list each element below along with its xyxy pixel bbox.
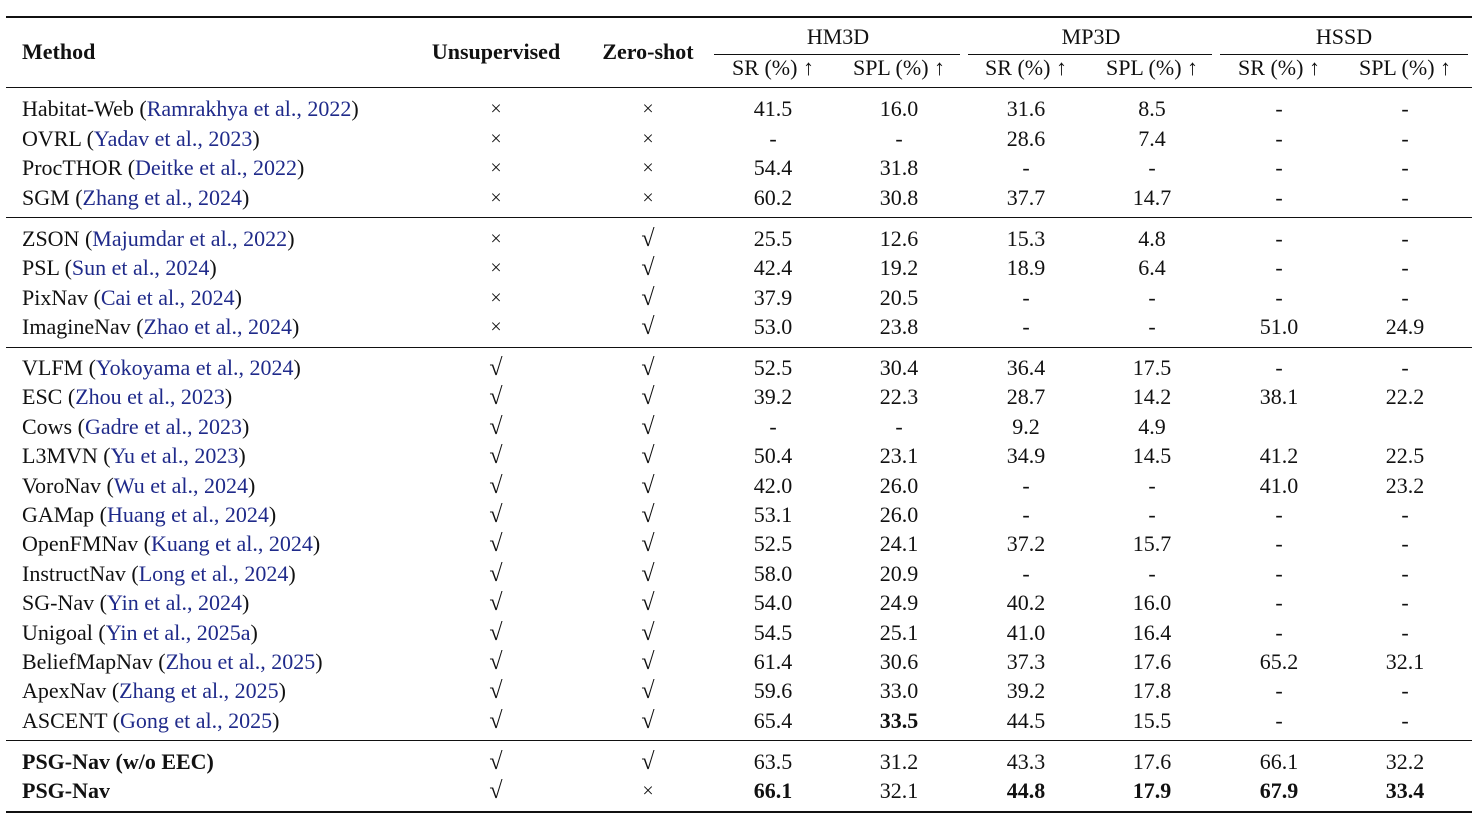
metric-cell: - (1148, 472, 1156, 498)
metric-cell: - (1401, 255, 1409, 281)
table-row-method: VoroNav (Wu et al., 2024) (22, 472, 256, 498)
metric-cell: 30.8 (879, 184, 919, 210)
metric-cell: 54.5 (753, 619, 793, 645)
unsupervised-mark-check-icon: √ (489, 778, 503, 805)
citation-link[interactable]: Cai et al., 2024 (100, 284, 235, 310)
metric-cell: - (1401, 184, 1409, 210)
method-name: ApexNav (22, 678, 107, 704)
zero-shot-mark-check-icon: √ (641, 472, 655, 499)
zero-shot-mark-cross-icon: × (642, 780, 654, 803)
zero-shot-mark-cross-icon: × (642, 186, 654, 209)
metric-cell: - (1401, 226, 1409, 251)
metric-cell: - (1401, 590, 1409, 616)
citation-link[interactable]: Yin et al., 2025a (105, 619, 251, 645)
metric-cell: 20.5 (879, 284, 919, 310)
metric-cell: - (1275, 284, 1283, 310)
metric-cell: - (1275, 590, 1283, 616)
metric-cell: - (1275, 255, 1283, 281)
table-row-method: GAMap (Huang et al., 2024) (22, 502, 277, 527)
method-name: VoroNav (22, 472, 102, 498)
metric-cell: 39.2 (1006, 678, 1046, 704)
unsupervised-mark-cross-icon: × (490, 286, 502, 309)
metric-cell: 66.1 (753, 778, 793, 804)
metric-cell: 30.4 (879, 355, 919, 380)
metric-cell: - (1022, 313, 1030, 339)
metric-cell: 51.0 (1259, 313, 1299, 339)
citation-link[interactable]: Huang et al., 2024 (106, 502, 269, 527)
header-metric: SPL (%) ↑ (852, 55, 946, 80)
top-rule (6, 16, 1472, 18)
metric-cell: 26.0 (879, 472, 919, 498)
metric-cell: - (1275, 155, 1283, 181)
metric-cell: - (1275, 226, 1283, 251)
metric-cell: 37.2 (1006, 531, 1046, 557)
method-name: Unigoal (22, 619, 93, 645)
metric-cell: 7.4 (1138, 125, 1166, 151)
method-name: Cows (22, 413, 73, 439)
zero-shot-mark-check-icon: √ (641, 284, 655, 311)
zero-shot-mark-check-icon: √ (641, 619, 655, 646)
metric-cell: 65.2 (1259, 649, 1299, 674)
metric-cell: - (1148, 313, 1156, 339)
metric-cell: 28.6 (1006, 125, 1046, 151)
metric-cell: 25.1 (879, 619, 919, 645)
metric-cell: - (1275, 531, 1283, 557)
metric-cell: - (1401, 531, 1409, 557)
metric-cell: - (1275, 125, 1283, 151)
citation-link[interactable]: Zhang et al., 2024 (82, 184, 242, 210)
table-row-method: ASCENT (Gong et al., 2025) (22, 707, 280, 733)
metric-cell: - (1148, 502, 1156, 527)
header-metric: SR (%) ↑ (1238, 55, 1320, 80)
metric-cell: - (769, 413, 777, 439)
metric-cell: - (1275, 184, 1283, 210)
table-row-method: Unigoal (Yin et al., 2025a) (22, 619, 258, 645)
method-name: BeliefMapNav (22, 649, 153, 674)
metric-cell: 4.9 (1138, 413, 1166, 439)
metric-cell: - (1275, 96, 1283, 121)
table-row-method: PSL (Sun et al., 2024) (22, 255, 217, 281)
citation-link[interactable]: Ramrakhya et al., 2022 (146, 96, 352, 121)
metric-cell: - (1275, 707, 1283, 733)
method-name: ASCENT (22, 707, 108, 733)
table-row-method: InstructNav (Long et al., 2024) (22, 560, 296, 586)
metric-cell: 43.3 (1006, 749, 1046, 774)
metric-cell: 41.5 (753, 96, 793, 121)
zero-shot-mark-check-icon: √ (641, 707, 655, 734)
metric-cell: 63.5 (753, 749, 793, 774)
metric-cell: - (1275, 502, 1283, 527)
metric-cell: 16.4 (1132, 619, 1172, 645)
method-name: VLFM (22, 355, 84, 380)
metric-cell: 50.4 (753, 443, 793, 469)
metric-cell: 25.5 (753, 226, 793, 251)
metric-cell: 37.9 (753, 284, 793, 310)
metric-cell: 53.1 (753, 502, 793, 527)
metric-cell: 32.1 (1385, 649, 1425, 674)
metric-cell: 58.0 (753, 560, 793, 586)
table-row-method: PixNav (Cai et al., 2024) (22, 284, 242, 310)
citation-link[interactable]: Yu et al., 2023 (110, 443, 239, 469)
method-name: PSG-Nav (22, 778, 110, 804)
unsupervised-mark-cross-icon: × (490, 228, 502, 250)
metric-cell: - (1401, 284, 1409, 310)
metric-cell: 23.8 (879, 313, 919, 339)
zero-shot-mark-cross-icon: × (642, 157, 654, 180)
zero-shot-mark-check-icon: √ (641, 313, 655, 340)
metric-cell: 19.2 (879, 255, 919, 281)
table-row-method (22, 749, 214, 775)
method-name: ESC (22, 384, 63, 410)
unsupervised-mark-cross-icon: × (490, 98, 502, 120)
metric-cell: 31.2 (879, 749, 919, 774)
metric-cell: 34.9 (1006, 443, 1046, 469)
unsupervised-mark-check-icon: √ (489, 355, 503, 381)
table-row-method: ApexNav (Zhang et al., 2025) (22, 678, 286, 704)
method-name: InstructNav (22, 560, 126, 586)
method-name: GAMap (22, 502, 95, 527)
metric-cell: 30.6 (879, 649, 919, 674)
metric-cell: 60.2 (753, 184, 793, 210)
metric-cell: - (895, 125, 903, 151)
unsupervised-mark-check-icon: √ (489, 560, 503, 587)
metric-cell: 54.0 (753, 590, 793, 616)
method-name: Habitat-Web (22, 96, 134, 121)
unsupervised-mark-check-icon: √ (489, 531, 503, 558)
unsupervised-mark-cross-icon: × (490, 127, 502, 150)
citation-link[interactable]: Zhang et al., 2025 (119, 678, 279, 704)
metric-cell: 42.4 (753, 255, 793, 281)
header-unsupervised: Unsupervised (431, 39, 561, 64)
unsupervised-mark-check-icon: √ (489, 707, 503, 734)
metric-cell: 33.4 (1385, 778, 1425, 804)
zero-shot-mark-cross-icon: × (642, 98, 654, 120)
metric-cell: - (895, 413, 903, 439)
metric-cell: 16.0 (879, 96, 919, 121)
metric-cell: 41.2 (1259, 443, 1299, 469)
header-method: Method (22, 39, 96, 64)
metric-cell: 67.9 (1259, 778, 1299, 804)
table-row-method: ZSON (Majumdar et al., 2022) (22, 226, 295, 251)
metric-cell: 18.9 (1006, 255, 1046, 281)
metric-cell: - (1022, 502, 1030, 527)
metric-cell: 53.0 (753, 313, 793, 339)
metric-cell: 12.6 (879, 226, 919, 251)
metric-cell: - (1148, 155, 1156, 181)
citation-link[interactable]: Kuang et al., 2024 (150, 531, 313, 557)
unsupervised-mark-cross-icon: × (490, 157, 502, 180)
metric-cell: 61.4 (753, 649, 793, 674)
group-rule (6, 740, 1472, 741)
metric-cell: - (1275, 560, 1283, 586)
metric-cell: - (1022, 472, 1030, 498)
citation-link[interactable]: Yadav et al., 2023 (93, 125, 253, 151)
unsupervised-mark-cross-icon: × (490, 315, 502, 338)
unsupervised-mark-check-icon: √ (489, 443, 503, 470)
header-dataset-hm3d: HM3D (806, 24, 870, 49)
metric-cell: 37.3 (1006, 649, 1046, 674)
zero-shot-mark-check-icon: √ (641, 678, 655, 705)
method-name: PSL (22, 255, 60, 281)
metric-cell: 14.5 (1132, 443, 1172, 469)
zero-shot-mark-cross-icon: × (642, 127, 654, 150)
metric-cell: - (1275, 678, 1283, 704)
metric-cell: 24.9 (879, 590, 919, 616)
metric-cell: 17.6 (1132, 749, 1172, 774)
header-metric: SR (%) ↑ (732, 55, 814, 80)
metric-cell: 15.5 (1132, 707, 1172, 733)
metric-cell: 22.3 (879, 384, 919, 410)
unsupervised-mark-check-icon: √ (489, 472, 503, 499)
metric-cell: 44.8 (1006, 778, 1046, 804)
metric-cell: - (1401, 155, 1409, 181)
metric-cell: 14.7 (1132, 184, 1172, 210)
unsupervised-mark-check-icon: √ (489, 619, 503, 646)
metric-cell: 31.6 (1006, 96, 1046, 121)
citation-link[interactable]: Wu et al., 2024 (113, 472, 248, 498)
metric-cell: 17.6 (1132, 649, 1172, 674)
metric-cell: 16.0 (1132, 590, 1172, 616)
zero-shot-mark-check-icon: √ (641, 413, 655, 440)
unsupervised-mark-check-icon: √ (489, 502, 503, 528)
metric-cell: 44.5 (1006, 707, 1046, 733)
zero-shot-mark-check-icon: √ (641, 649, 655, 675)
metric-cell: 26.0 (879, 502, 919, 527)
metric-cell: 41.0 (1006, 619, 1046, 645)
metric-cell: - (1148, 560, 1156, 586)
metric-cell: 4.8 (1138, 226, 1166, 251)
table-row-method: ProcTHOR (Deitke et al., 2022) (22, 155, 305, 181)
method-name: OpenFMNav (22, 531, 139, 557)
method-name: ZSON (22, 226, 80, 251)
metric-cell: 20.9 (879, 560, 919, 586)
metric-cell: 28.7 (1006, 384, 1046, 410)
metric-cell: 37.7 (1006, 184, 1046, 210)
group-rule (6, 347, 1472, 348)
citation-link[interactable]: Zhou et al., 2025 (165, 649, 316, 674)
header-rule (6, 87, 1472, 88)
citation-link[interactable]: Yin et al., 2024 (106, 590, 242, 616)
metric-cell: - (769, 125, 777, 151)
table-row-method (22, 778, 110, 804)
metric-cell: 33.5 (879, 707, 919, 733)
metric-cell: 17.9 (1132, 778, 1172, 804)
metric-cell: - (1022, 560, 1030, 586)
zero-shot-mark-check-icon: √ (641, 590, 655, 617)
citation-link[interactable]: Gadre et al., 2023 (84, 413, 242, 439)
unsupervised-mark-check-icon: √ (489, 384, 503, 411)
header-metric: SPL (%) ↑ (1105, 55, 1199, 80)
table-row-method: ImagineNav (Zhao et al., 2024) (22, 313, 300, 339)
metric-cell: 14.2 (1132, 384, 1172, 410)
table-row-method: Cows (Gadre et al., 2023) (22, 413, 250, 439)
citation-link[interactable]: Deitke et al., 2022 (135, 155, 297, 181)
metric-cell: 17.8 (1132, 678, 1172, 704)
zero-shot-mark-check-icon: √ (641, 443, 655, 470)
metric-cell: - (1401, 125, 1409, 151)
metric-cell: 6.4 (1138, 255, 1166, 281)
metric-cell: 59.6 (753, 678, 793, 704)
method-name: ProcTHOR (22, 155, 123, 181)
metric-cell: - (1401, 707, 1409, 733)
metric-cell: 31.8 (879, 155, 919, 181)
metric-cell: - (1401, 560, 1409, 586)
metric-cell: 38.1 (1259, 384, 1299, 410)
zero-shot-mark-check-icon: √ (641, 255, 655, 282)
unsupervised-mark-check-icon: √ (489, 678, 503, 705)
metric-cell: 65.4 (753, 707, 793, 733)
citation-link[interactable]: Gong et al., 2025 (120, 707, 273, 733)
metric-cell: 39.2 (753, 384, 793, 410)
zero-shot-mark-check-icon: √ (641, 502, 655, 528)
metric-cell: - (1022, 284, 1030, 310)
metric-cell: 32.1 (879, 778, 919, 804)
metric-cell: 40.2 (1006, 590, 1046, 616)
metric-cell: 32.2 (1385, 749, 1425, 774)
metric-cell: 15.3 (1006, 226, 1046, 251)
metric-cell: 41.0 (1259, 472, 1299, 498)
group-rule (6, 217, 1472, 218)
unsupervised-mark-check-icon: √ (489, 649, 503, 675)
citation-link[interactable]: Yokoyama et al., 2024 (95, 355, 294, 380)
unsupervised-mark-check-icon: √ (489, 590, 503, 617)
method-name: PSG-Nav (w/o EEC) (22, 749, 214, 774)
metric-cell: 24.9 (1385, 313, 1425, 339)
citation-link[interactable]: Majumdar et al., 2022 (92, 226, 288, 251)
zero-shot-mark-check-icon: √ (641, 226, 655, 252)
method-name: L3MVN (22, 443, 98, 469)
zero-shot-mark-check-icon: √ (641, 384, 655, 411)
metric-cell: - (1401, 96, 1409, 121)
zero-shot-mark-check-icon: √ (641, 560, 655, 587)
metric-cell: 24.1 (879, 531, 919, 557)
table-row-method: SG-Nav (Yin et al., 2024) (22, 590, 250, 616)
metric-cell: 23.1 (879, 443, 919, 469)
method-name: PixNav (22, 284, 88, 310)
table-row-method: SGM (Zhang et al., 2024) (22, 184, 250, 210)
metric-cell: - (1275, 355, 1283, 380)
table-row-method: VLFM (Yokoyama et al., 2024) (22, 355, 301, 380)
metric-cell: 23.2 (1385, 472, 1425, 498)
header-metric: SPL (%) ↑ (1358, 55, 1452, 80)
metric-cell: 22.2 (1385, 384, 1425, 410)
metric-cell: - (1022, 155, 1030, 181)
header-dataset-hssd: HSSD (1315, 24, 1373, 49)
method-name: ImagineNav (22, 313, 131, 339)
metric-cell: 36.4 (1006, 355, 1046, 380)
metric-cell: 9.2 (1012, 413, 1040, 439)
metric-cell: 17.5 (1132, 355, 1172, 380)
header-zero-shot: Zero-shot (602, 39, 694, 64)
table-row-method: OpenFMNav (Kuang et al., 2024) (22, 531, 321, 557)
header-dataset-mp3d: MP3D (1061, 24, 1121, 49)
metric-cell: - (1401, 502, 1409, 527)
citation-link[interactable]: Long et al., 2024 (138, 560, 289, 586)
table-row-method: L3MVN (Yu et al., 2023) (22, 443, 246, 469)
method-name: OVRL (22, 125, 82, 151)
zero-shot-mark-check-icon: √ (641, 355, 655, 381)
bottom-rule (6, 811, 1472, 813)
metric-cell: - (1401, 678, 1409, 704)
table-row-method: BeliefMapNav (Zhou et al., 2025) (22, 649, 323, 674)
unsupervised-mark-cross-icon: × (490, 186, 502, 209)
metric-cell: 22.5 (1385, 443, 1425, 469)
zero-shot-mark-check-icon: √ (641, 749, 655, 775)
metric-cell: 33.0 (879, 678, 919, 704)
citation-link[interactable]: Sun et al., 2024 (71, 255, 210, 281)
table-row-method: OVRL (Yadav et al., 2023) (22, 125, 260, 151)
citation-link[interactable]: Zhou et al., 2023 (75, 384, 225, 410)
metric-cell: 42.0 (753, 472, 793, 498)
unsupervised-mark-cross-icon: × (490, 257, 502, 280)
unsupervised-mark-check-icon: √ (489, 749, 503, 775)
citation-link[interactable]: Zhao et al., 2024 (143, 313, 293, 339)
table-row-method: ESC (Zhou et al., 2023) (22, 384, 233, 410)
header-metric: SR (%) ↑ (985, 55, 1067, 80)
method-name: SGM (22, 184, 70, 210)
metric-cell: 8.5 (1138, 96, 1166, 121)
metric-cell: 52.5 (753, 355, 793, 380)
zero-shot-mark-check-icon: √ (641, 531, 655, 558)
metric-cell: 66.1 (1259, 749, 1299, 774)
metric-cell: 15.7 (1132, 531, 1172, 557)
metric-cell: - (1401, 355, 1409, 380)
table-row-method: Habitat-Web (Ramrakhya et al., 2022) (22, 96, 359, 121)
metric-cell: - (1148, 284, 1156, 310)
metric-cell: - (1275, 619, 1283, 645)
metric-cell: 52.5 (753, 531, 793, 557)
metric-cell: - (1401, 619, 1409, 645)
method-name: SG-Nav (22, 590, 95, 616)
metric-cell: 54.4 (753, 155, 793, 181)
unsupervised-mark-check-icon: √ (489, 413, 503, 440)
